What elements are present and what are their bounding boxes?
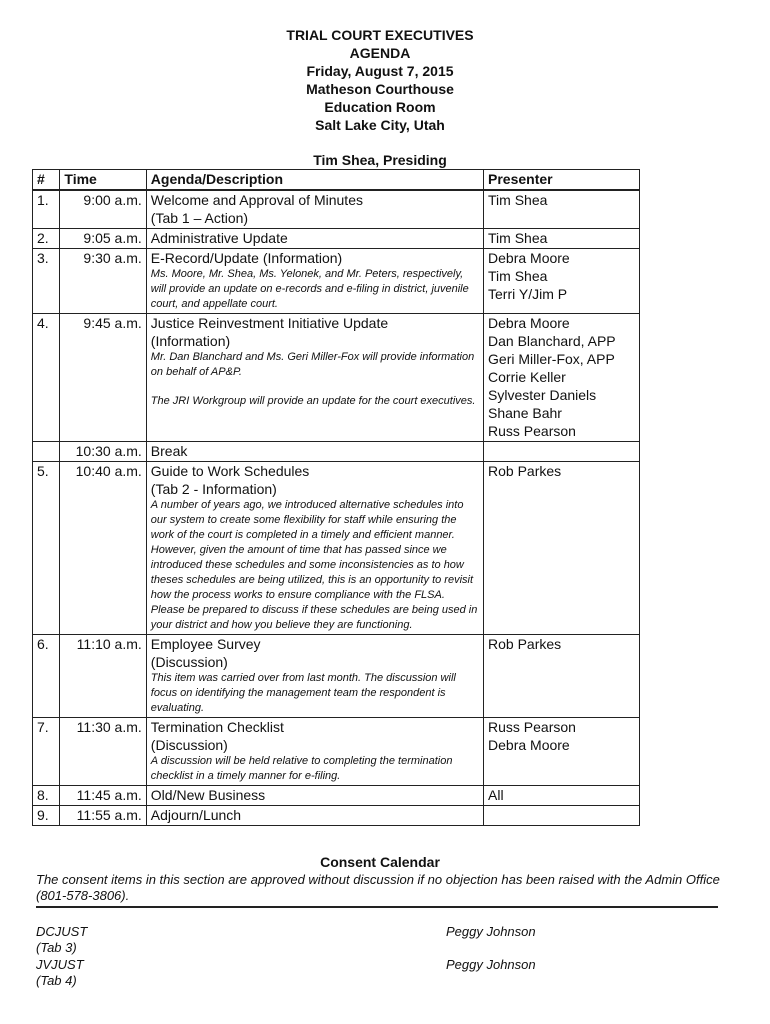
- agenda-item-note: Ms. Moore, Mr. Shea, Ms. Yelonek, and Mr. Peters, respectively, will provide an update on e-records and e-filing in district, juvenile court, and appellate court.: [150, 268, 469, 310]
- col-header-description: Agenda/Description: [146, 170, 483, 191]
- agenda-row: [33, 806, 640, 826]
- agenda-item-description: [146, 718, 483, 786]
- agenda-item-note: A discussion will be held relative to completing the termination checklist in a timely manner for e-filing.: [150, 755, 453, 782]
- agenda-item-title: Guide to Work Schedules: [150, 463, 310, 479]
- agenda-item-time: 11:55 a.m.: [60, 806, 146, 826]
- agenda-item-note: This item was carried over from last month. The discussion will focus on identifying the management team the respondent is evaluating.: [150, 672, 456, 714]
- col-header-presenter: Presenter: [484, 170, 640, 191]
- consent-item-presenter: Peggy Johnson: [446, 957, 536, 972]
- agenda-item-subtitle: (Tab 1 – Action): [150, 210, 249, 226]
- consent-divider: [36, 906, 718, 908]
- presenter-name: Russ Pearson: [488, 423, 576, 439]
- consent-calendar-title: Consent Calendar: [320, 854, 440, 870]
- presenter-name: Dan Blanchard, APP: [488, 333, 616, 349]
- agenda-item-description: [146, 190, 483, 229]
- agenda-header-row: [33, 170, 640, 191]
- agenda-item-number: [33, 442, 60, 462]
- agenda-row: [33, 462, 640, 635]
- presenter-name: All: [488, 787, 504, 803]
- agenda-item-number: 3.: [33, 249, 60, 314]
- agenda-item-number: 5.: [33, 462, 60, 635]
- agenda-item-time: 9:30 a.m.: [60, 249, 146, 314]
- presenter-name: Tim Shea: [488, 230, 548, 246]
- agenda-item-title: Termination Checklist: [150, 719, 284, 735]
- agenda-item-description: [146, 229, 483, 249]
- agenda-item-description: [146, 635, 483, 718]
- consent-item: [36, 957, 726, 990]
- agenda-item-presenters: [484, 635, 640, 718]
- consent-item-code: JVJUST: [36, 957, 84, 972]
- agenda-row: [33, 635, 640, 718]
- agenda-header: [0, 26, 760, 134]
- agenda-item-number: 2.: [33, 229, 60, 249]
- agenda-item-number: 8.: [33, 786, 60, 806]
- agenda-row: [33, 249, 640, 314]
- agenda-item-presenters: [484, 314, 640, 442]
- agenda-row: [33, 190, 640, 229]
- agenda-item-title: Break: [150, 443, 188, 459]
- agenda-item-description: [146, 442, 483, 462]
- agenda-item-title: Employee Survey: [150, 636, 261, 652]
- agenda-item-presenters: [484, 786, 640, 806]
- presenter-name: Rob Parkes: [488, 463, 562, 479]
- agenda-item-time: 10:40 a.m.: [60, 462, 146, 635]
- consent-item-tab: (Tab 3): [36, 940, 77, 955]
- agenda-item-time: 11:10 a.m.: [60, 635, 146, 718]
- agenda-item-time: 10:30 a.m.: [60, 442, 146, 462]
- presenter-name: Debra Moore: [488, 737, 570, 753]
- presenter-name: Debra Moore: [488, 315, 570, 331]
- presenter-name: Shane Bahr: [488, 405, 562, 421]
- agenda-item-subtitle: (Tab 2 - Information): [150, 481, 277, 497]
- agenda-item-presenters: [484, 718, 640, 786]
- agenda-item-description: [146, 249, 483, 314]
- agenda-item-number: 9.: [33, 806, 60, 826]
- agenda-item-subtitle: (Information): [150, 333, 231, 349]
- agenda-item-presenters: [484, 249, 640, 314]
- document-type: AGENDA: [349, 45, 411, 61]
- meeting-location: Matheson Courthouse: [306, 81, 454, 97]
- agenda-table: [32, 169, 640, 826]
- presenter-name: Sylvester Daniels: [488, 387, 597, 403]
- agenda-item-description: [146, 806, 483, 826]
- presenter-name: Terri Y/Jim P: [488, 286, 568, 302]
- presenter-name: Corrie Keller: [488, 369, 566, 385]
- agenda-item-title: Welcome and Approval of Minutes: [150, 192, 363, 208]
- agenda-row: [33, 314, 640, 442]
- agenda-item-number: 7.: [33, 718, 60, 786]
- agenda-item-description: [146, 786, 483, 806]
- meeting-city: Salt Lake City, Utah: [315, 117, 445, 133]
- agenda-item-number: 4.: [33, 314, 60, 442]
- consent-item-presenter: Peggy Johnson: [446, 924, 536, 939]
- consent-calendar-description: The consent items in this section are approved without discussion if no objection has been raised with the Admin Office (801-578-3806).: [36, 872, 720, 903]
- agenda-item-title: E-Record/Update (Information): [150, 250, 343, 266]
- agenda-item-number: 1.: [33, 190, 60, 229]
- agenda-item-presenters: [484, 229, 640, 249]
- agenda-item-subtitle: (Discussion): [150, 654, 228, 670]
- agenda-item-presenters: [484, 442, 640, 462]
- agenda-row: [33, 786, 640, 806]
- meeting-room: Education Room: [324, 99, 436, 115]
- consent-item-code: DCJUST: [36, 924, 88, 939]
- agenda-item-presenters: [484, 190, 640, 229]
- agenda-row: [33, 718, 640, 786]
- agenda-item-time: 9:45 a.m.: [60, 314, 146, 442]
- agenda-item-note: The JRI Workgroup will provide an update for the court executives.: [150, 395, 476, 407]
- agenda-item-time: 9:00 a.m.: [60, 190, 146, 229]
- meeting-date: Friday, August 7, 2015: [306, 63, 454, 79]
- agenda-row: [33, 229, 640, 249]
- agenda-item-time: 11:45 a.m.: [60, 786, 146, 806]
- agenda-item-title: Justice Reinvestment Initiative Update: [150, 315, 389, 331]
- col-header-num: #: [33, 170, 60, 191]
- agenda-item-title: Adjourn/Lunch: [150, 807, 242, 823]
- agenda-item-description: [146, 314, 483, 442]
- agenda-item-note: A number of years ago, we introduced alternative schedules into our system to create some flexibility for staff while ensuring the work of the court is completed in a timely and efficient manner. However, given the amount of time that has passed since we introduced these schedules and some inconsistencies as to how theses schedules are being utilized, this is an opportunity to revisit how the process works to ensure compliance with the FLSA. Please be prepared to discuss if these schedules are being used in your district and how you believe they are functioning.: [150, 499, 478, 631]
- agenda-item-presenters: [484, 462, 640, 635]
- col-header-time: Time: [60, 170, 146, 191]
- agenda-item-subtitle: (Discussion): [150, 737, 228, 753]
- presenter-name: Rob Parkes: [488, 636, 562, 652]
- agenda-item-title: Old/New Business: [150, 787, 266, 803]
- consent-item: [36, 924, 726, 957]
- agenda-item-description: [146, 462, 483, 635]
- presenter-name: Tim Shea: [488, 268, 548, 284]
- agenda-row: [33, 442, 640, 462]
- agenda-body: [33, 190, 640, 826]
- agenda-item-note: Mr. Dan Blanchard and Ms. Geri Miller-Fox will provide information on behalf of AP&P.: [150, 351, 475, 378]
- agenda-item-time: 11:30 a.m.: [60, 718, 146, 786]
- presenter-name: Tim Shea: [488, 192, 548, 208]
- agenda-item-title: Administrative Update: [150, 230, 288, 246]
- agenda-item-number: 6.: [33, 635, 60, 718]
- committee-title: TRIAL COURT EXECUTIVES: [286, 27, 474, 43]
- agenda-item-presenters: [484, 806, 640, 826]
- presenter-name: Debra Moore: [488, 250, 570, 266]
- presenter-name: Russ Pearson: [488, 719, 576, 735]
- agenda-item-time: 9:05 a.m.: [60, 229, 146, 249]
- consent-items: [36, 924, 726, 990]
- presiding-officer: Tim Shea, Presiding: [313, 152, 447, 168]
- consent-item-tab: (Tab 4): [36, 973, 77, 988]
- presenter-name: Geri Miller-Fox, APP: [488, 351, 615, 367]
